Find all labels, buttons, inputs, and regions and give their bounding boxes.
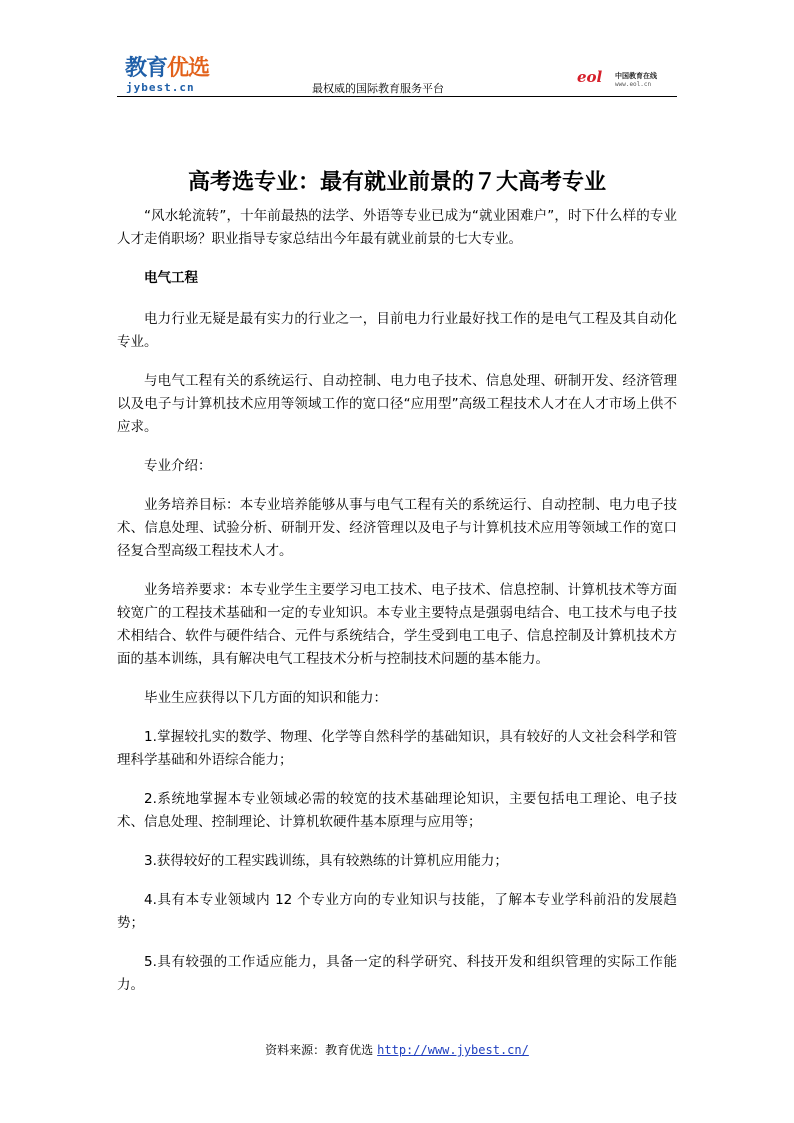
body-paragraph: 专业介绍：	[144, 458, 212, 474]
jybest-logo-domain: jybest.cn	[126, 81, 195, 94]
eol-logo[interactable]	[577, 70, 677, 94]
eol-logo-name: 中国教育在线	[615, 72, 657, 80]
body-paragraph: 业务培养要求：本专业学生主要学习电工技术、电子技术、信息控制、计算机技术等方面较宽广的工程技术基础和一定的专业知识。本专业主要特点是强弱电结合、电工技术与电子技术相结合、软件与硬件结合、元件与系统结合，学生受到电工电子、信息控制及计算机技术方面的基本训练，具有解决电气工程技术分析与控制技术问题的基本能力。	[117, 582, 677, 667]
section-heading: 电气工程	[144, 270, 198, 286]
list-item: 3.获得较好的工程实践训练，具有较熟练的计算机应用能力；	[144, 853, 508, 869]
logo-brand-part1: 教育	[125, 56, 168, 81]
header-tagline: 最权威的国际教育服务平台	[312, 82, 444, 95]
footer-source-link[interactable]: http://www.jybest.cn/	[377, 1043, 529, 1057]
jybest-logo-text	[125, 57, 209, 81]
eol-logo-mark: eol	[577, 68, 603, 86]
intro-paragraph: “风水轮流转”，十年前最热的法学、外语等专业已成为“就业困难户”，时下什么样的专业人才走俏职场？职业指导专家总结出今年最有就业前景的七大专业。	[117, 208, 677, 247]
eol-logo-url: www.eol.cn	[615, 81, 652, 88]
list-item: 2.系统地掌握本专业领域必需的较宽的技术基础理论知识，主要包括电工理论、电子技术、信息处理、控制理论、计算机软硬件基本原理与应用等；	[117, 791, 677, 830]
list-item: 5.具有较强的工作适应能力，具备一定的科学研究、科技开发和组织管理的实际工作能力。	[117, 954, 677, 993]
article-body	[117, 205, 677, 1013]
list-item: 1.掌握较扎实的数学、物理、化学等自然科学的基础知识，具有较好的人文社会科学和管理科学基础和外语综合能力；	[117, 729, 677, 768]
page-footer	[0, 1041, 794, 1058]
page-header	[117, 52, 677, 98]
list-item: 4.具有本专业领域内 12 个专业方向的专业知识与技能，了解本专业学科前沿的发展趋势；	[117, 892, 677, 931]
body-paragraph: 与电气工程有关的系统运行、自动控制、电力电子技术、信息处理、研制开发、经济管理以及电子与计算机技术应用等领域工作的宽口径“应用型”高级工程技术人才在人才市场上供不应求。	[117, 373, 677, 435]
footer-source-label: 资料来源：教育优选	[265, 1043, 374, 1057]
page-title: 高考选专业：最有就业前景的７大高考专业	[187, 169, 606, 195]
header-divider	[117, 96, 677, 97]
body-paragraph: 电力行业无疑是最有实力的行业之一，目前电力行业最好找工作的是电气工程及其自动化专业。	[117, 311, 677, 350]
body-paragraph: 业务培养目标：本专业培养能够从事与电气工程有关的系统运行、自动控制、电力电子技术、信息处理、试验分析、研制开发、经济管理以及电子与计算机技术应用等领域工作的宽口径复合型高级工程技术人才。	[117, 497, 677, 559]
logo-brand-part2: 优选	[167, 56, 210, 81]
jybest-logo[interactable]	[117, 52, 227, 96]
body-paragraph: 毕业生应获得以下几方面的知识和能力：	[144, 690, 387, 706]
